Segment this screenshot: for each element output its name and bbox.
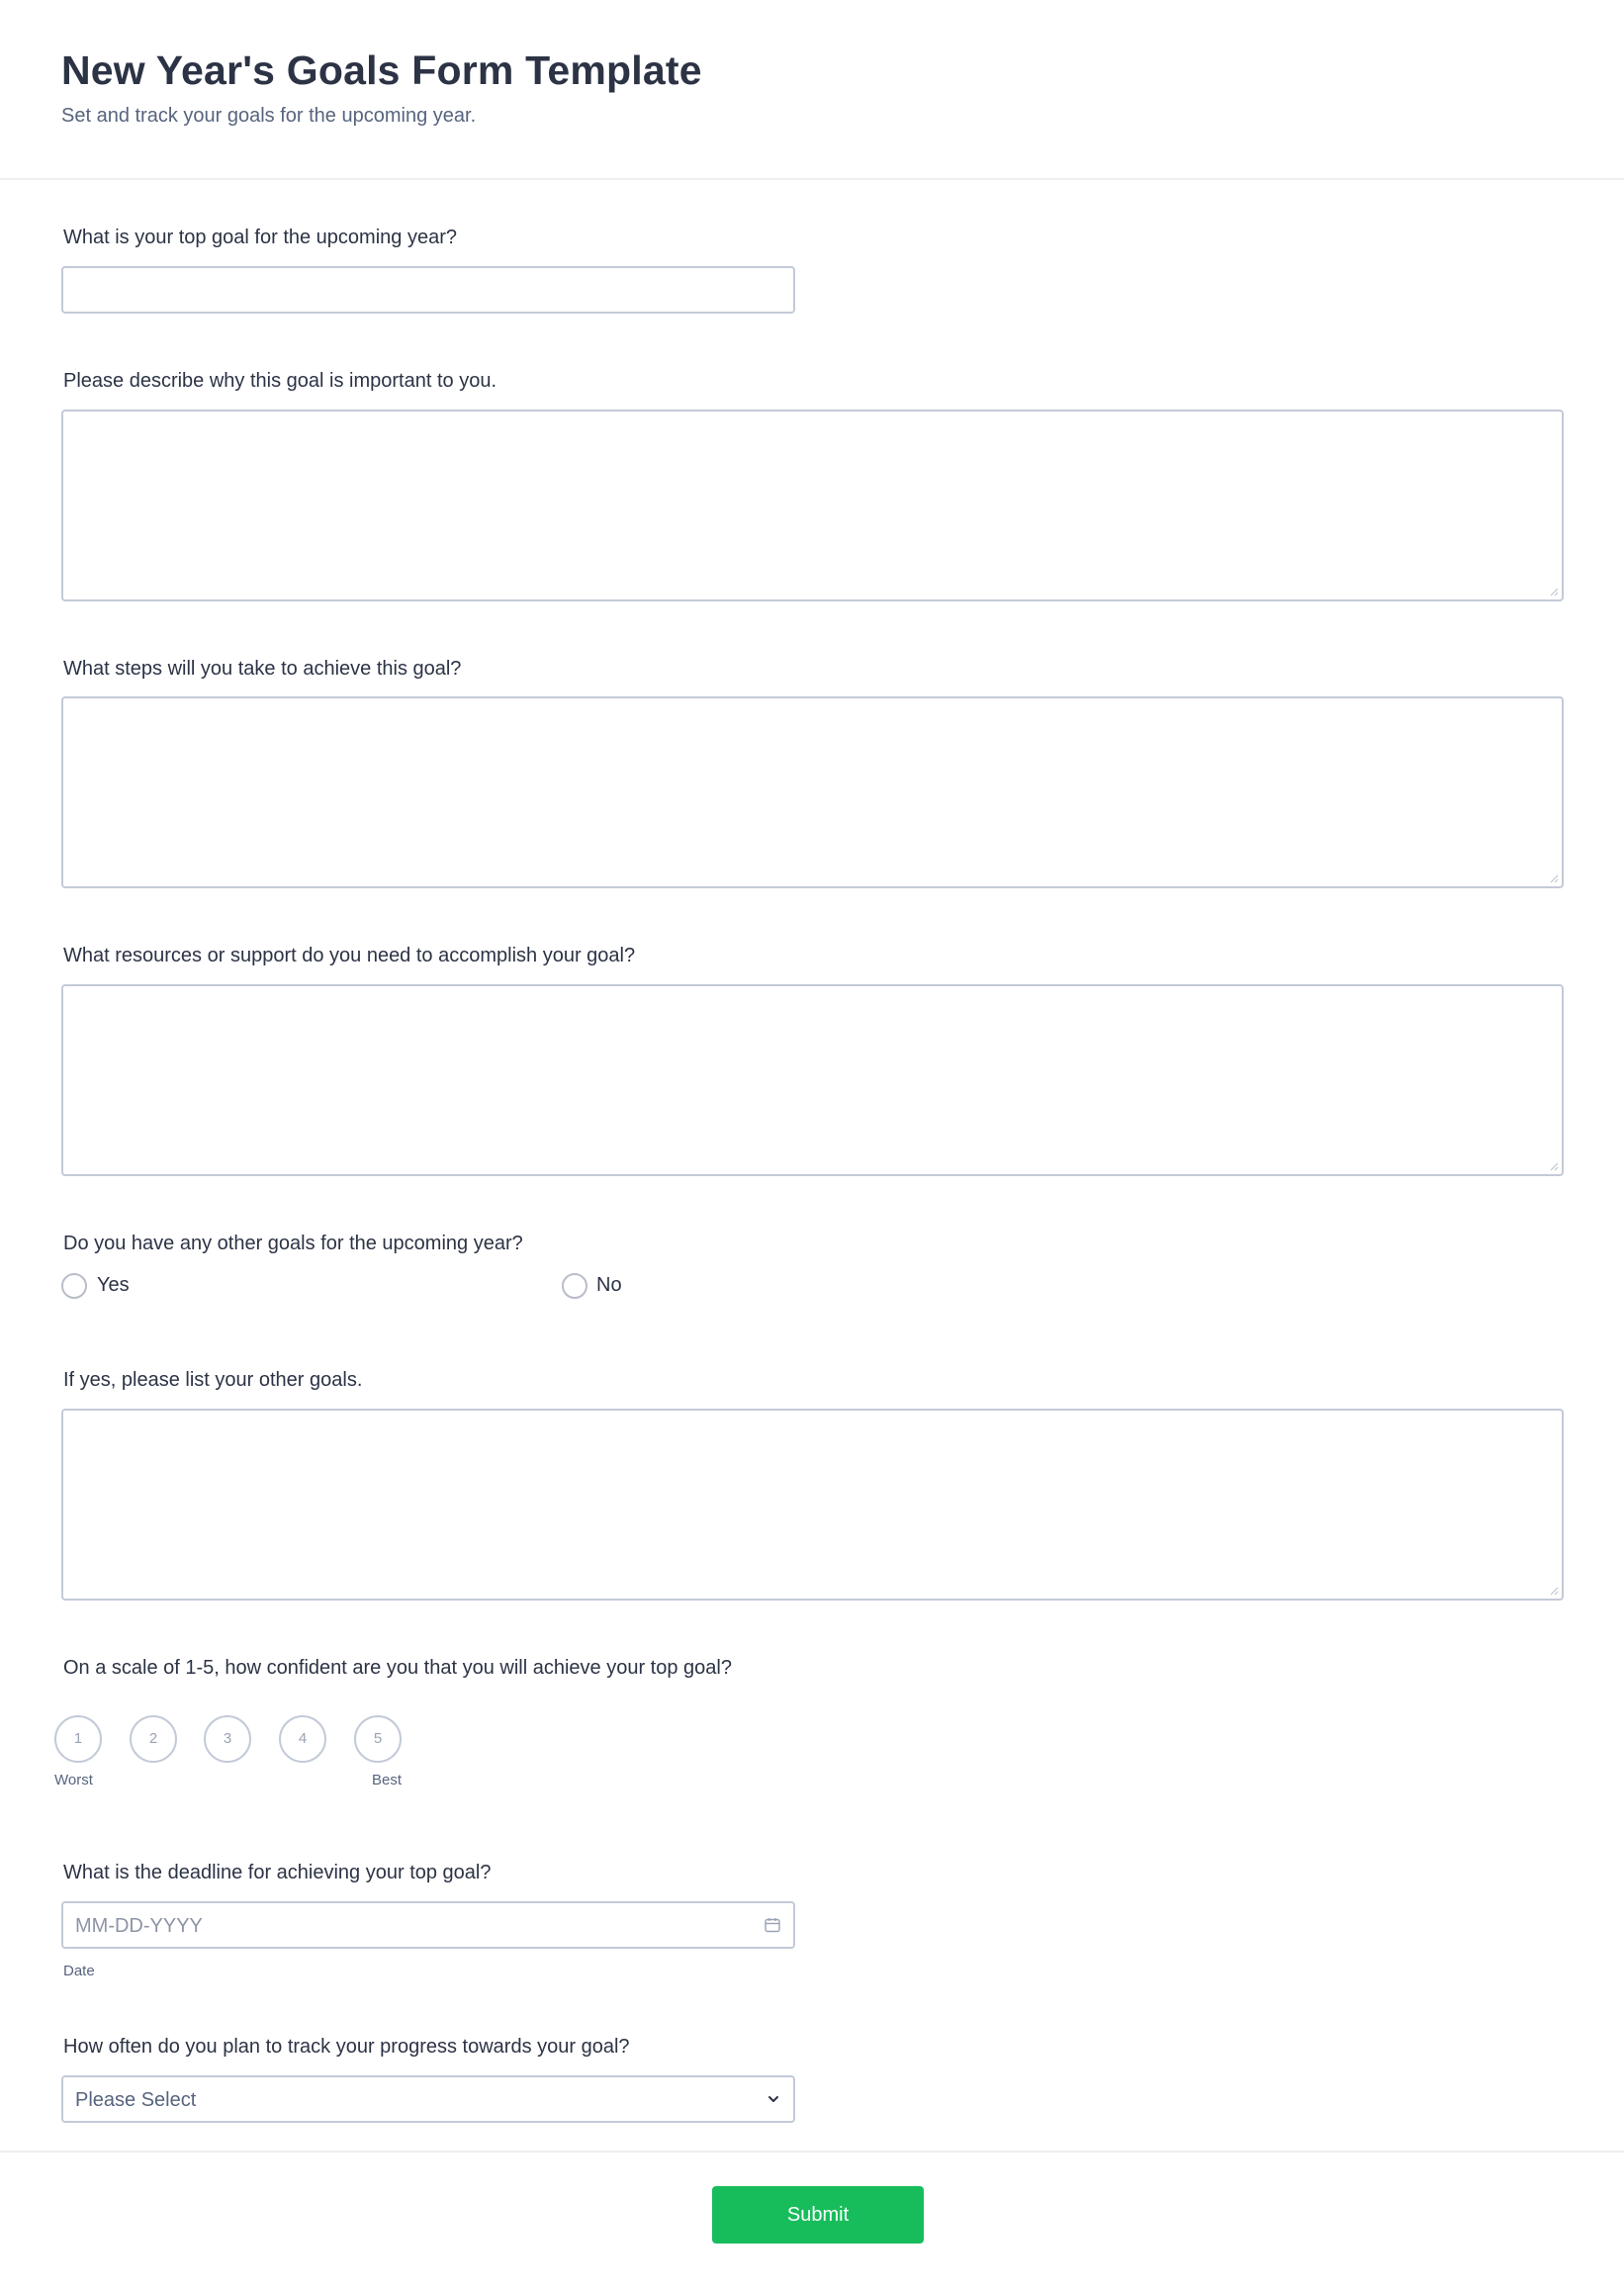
resize-grip-icon[interactable] — [1549, 1161, 1559, 1171]
date-sublabel: Date — [63, 1963, 95, 1979]
scale-option-4[interactable]: 4 — [279, 1715, 326, 1763]
page-title: New Year's Goals Form Template — [61, 47, 702, 93]
resize-grip-icon[interactable] — [1549, 873, 1559, 883]
scale-min-caption: Worst — [54, 1772, 93, 1788]
scale-option-1[interactable]: 1 — [54, 1715, 102, 1763]
radio-button-no[interactable] — [562, 1273, 587, 1299]
radio-option-no[interactable] — [562, 1271, 858, 1301]
radio-button-yes[interactable] — [61, 1273, 87, 1299]
top-goal-label: What is your top goal for the upcoming year? — [63, 227, 457, 248]
calendar-icon[interactable] — [764, 1916, 781, 1934]
chevron-down-icon — [766, 2093, 781, 2105]
top-goal-input[interactable] — [61, 266, 795, 314]
resize-grip-icon[interactable] — [1549, 1586, 1559, 1596]
scale-option-2[interactable]: 2 — [130, 1715, 177, 1763]
date-placeholder: MM-DD-YYYY — [75, 1915, 203, 1937]
why-important-textarea[interactable] — [61, 410, 1564, 601]
resources-label: What resources or support do you need to accomplish your goal? — [63, 945, 636, 966]
steps-label: What steps will you take to achieve this goal? — [63, 658, 462, 680]
resources-textarea[interactable] — [61, 984, 1564, 1176]
radio-label-no: No — [596, 1274, 622, 1296]
other-goals-label: Do you have any other goals for the upcoming year? — [63, 1233, 523, 1254]
tracking-select[interactable] — [61, 2075, 795, 2123]
scale-max-caption: Best — [372, 1772, 403, 1788]
deadline-label: What is the deadline for achieving your top goal? — [63, 1862, 492, 1883]
why-important-label: Please describe why this goal is important to you. — [63, 370, 496, 392]
scale-option-5[interactable]: 5 — [354, 1715, 402, 1763]
radio-label-yes: Yes — [97, 1274, 130, 1296]
deadline-date-input[interactable] — [61, 1901, 795, 1949]
resize-grip-icon[interactable] — [1549, 587, 1559, 596]
submit-button[interactable]: Submit — [712, 2186, 924, 2244]
steps-textarea[interactable] — [61, 696, 1564, 888]
radio-option-yes[interactable] — [61, 1271, 358, 1301]
confidence-label: On a scale of 1-5, how confident are you that you will achieve your top goal? — [63, 1657, 732, 1679]
select-value: Please Select — [75, 2089, 197, 2111]
page-subtitle: Set and track your goals for the upcoming year. — [61, 105, 477, 127]
other-goals-list-textarea[interactable] — [61, 1409, 1564, 1601]
other-goals-list-label: If yes, please list your other goals. — [63, 1369, 363, 1391]
scale-option-3[interactable]: 3 — [204, 1715, 251, 1763]
form-header — [0, 0, 1624, 180]
tracking-label: How often do you plan to track your progress towards your goal? — [63, 2036, 630, 2058]
